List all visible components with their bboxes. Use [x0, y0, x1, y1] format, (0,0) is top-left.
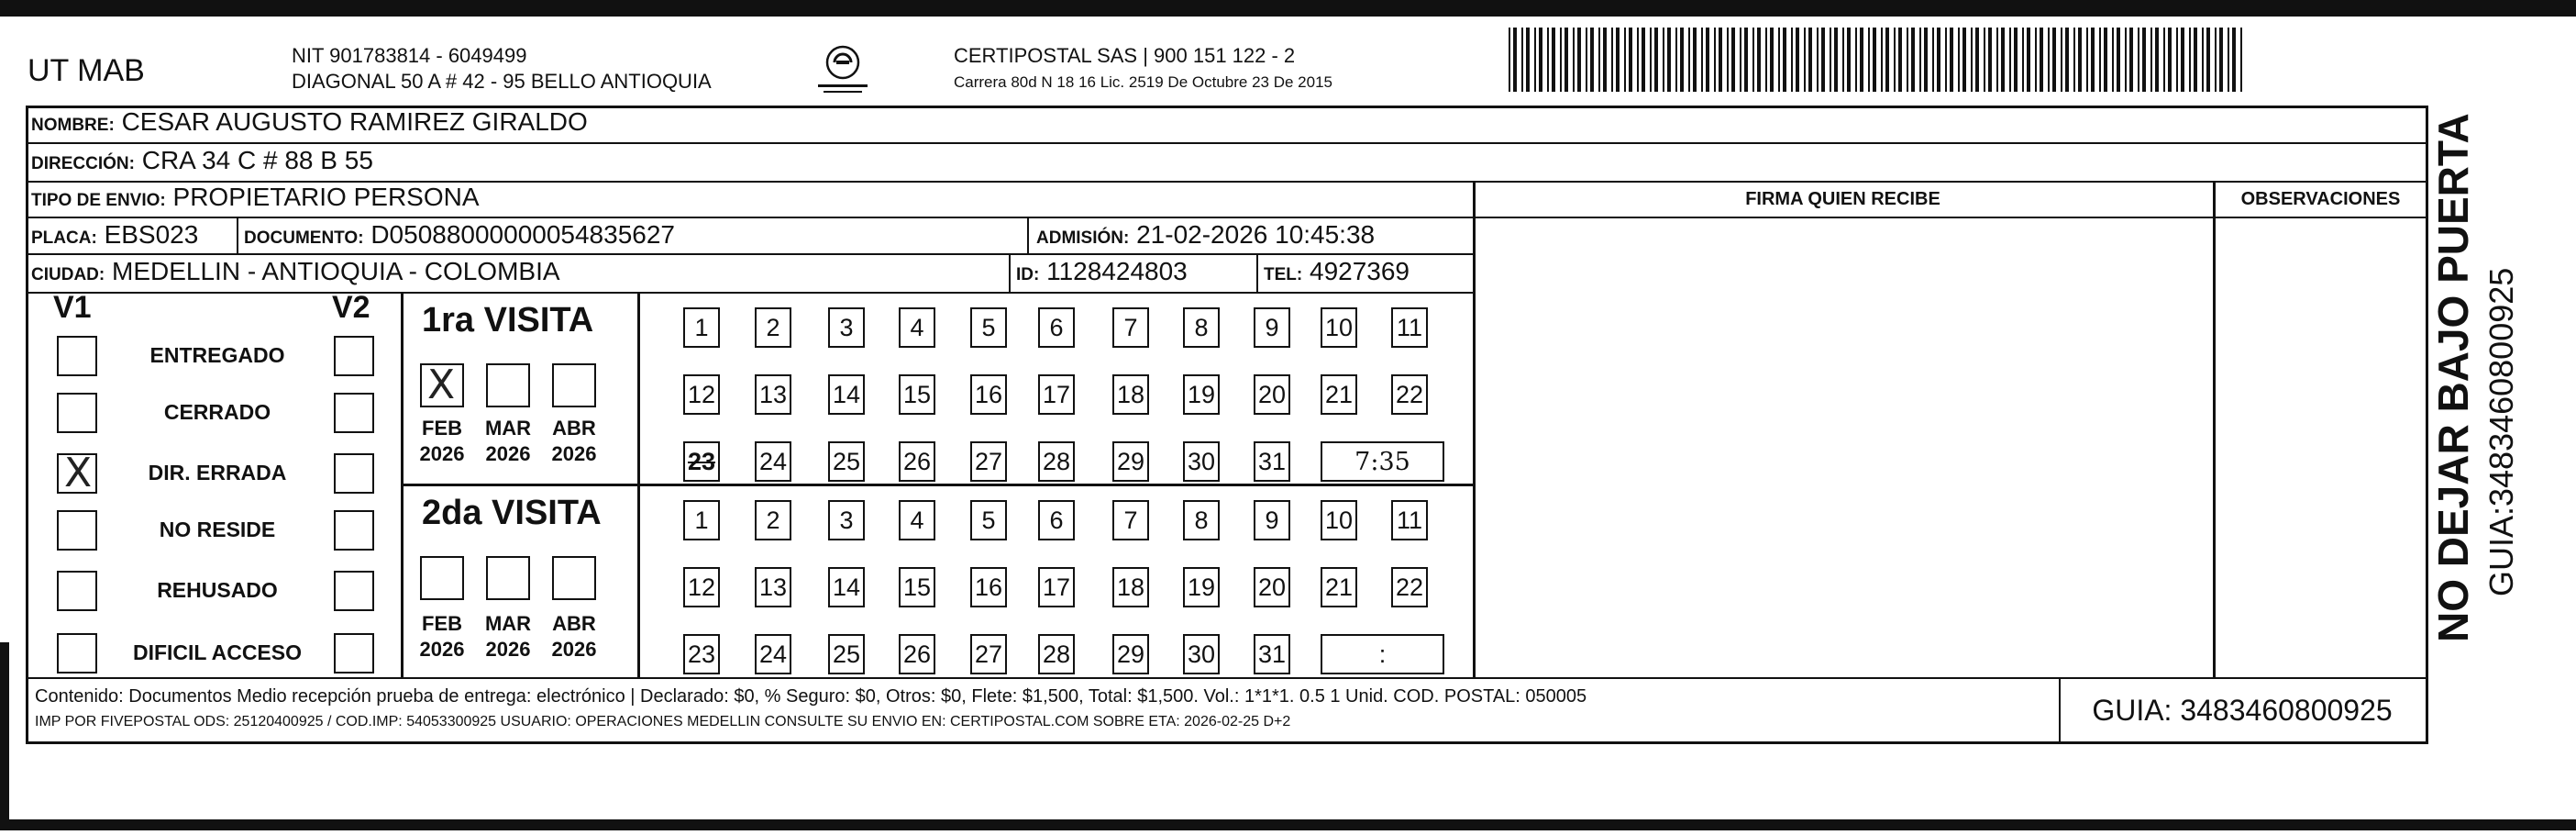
- v2-checkbox[interactable]: [334, 336, 374, 376]
- visit1-day-box[interactable]: 25: [828, 441, 865, 482]
- visit2-day-box[interactable]: 14: [828, 567, 865, 607]
- left-border-bar: [0, 642, 9, 826]
- status-option-label: DIFICIL ACCESO: [132, 640, 302, 664]
- visit2-day-box[interactable]: 15: [899, 567, 935, 607]
- visit2-month-label: FEB 2026: [419, 612, 465, 661]
- visit1-month-checkbox[interactable]: X: [420, 363, 464, 407]
- tel-divider: [1256, 253, 1258, 292]
- visit2-time-box[interactable]: :: [1321, 634, 1444, 674]
- type-row: [31, 183, 480, 212]
- visit2-month-checkbox[interactable]: [486, 556, 530, 600]
- side-warning: NO DEJAR BAJO PUERTA: [2429, 113, 2477, 642]
- visit1-day-box[interactable]: 17: [1038, 374, 1075, 415]
- name-label: NOMBRE:: [31, 116, 115, 135]
- visit2-day-box[interactable]: 11: [1391, 500, 1428, 540]
- id-row: [1016, 257, 1188, 286]
- sender-address: DIAGONAL 50 A # 42 - 95 BELLO ANTIOQUIA: [292, 70, 712, 93]
- v1-checkbox[interactable]: X: [57, 453, 97, 494]
- type-label: TIPO DE ENVIO:: [31, 191, 166, 210]
- city-row: [31, 257, 560, 286]
- sender-nit: NIT 901783814 - 6049499: [292, 44, 527, 67]
- visit1-day-box[interactable]: 15: [899, 374, 935, 415]
- visit2-day-box[interactable]: 13: [755, 567, 791, 607]
- visit1-month-label: MAR 2026: [484, 417, 532, 465]
- visit1-day-box[interactable]: 27: [970, 441, 1007, 482]
- visit2-day-box[interactable]: 23: [683, 634, 720, 674]
- certipostal-logo-icon: [814, 42, 871, 99]
- barcode: [1509, 28, 2247, 92]
- visit2-day-box[interactable]: 5: [970, 500, 1007, 540]
- status-option-label: NO RESIDE: [159, 518, 276, 541]
- admission-label: ADMISIÓN:: [1036, 228, 1130, 248]
- visit2-day-box[interactable]: 10: [1321, 500, 1357, 540]
- document-value: D05088000000054835627: [370, 220, 675, 249]
- visit2-day-box[interactable]: 31: [1254, 634, 1290, 674]
- shipment-type: PROPIETARIO PERSONA: [172, 183, 480, 211]
- admission-divider: [1027, 217, 1029, 253]
- visit2-month-label: ABR 2026: [551, 612, 597, 661]
- visit1-day-box[interactable]: 6: [1038, 307, 1075, 348]
- signature-header: FIRMA QUIEN RECIBE: [1745, 189, 1940, 209]
- plate-value: EBS023: [104, 220, 199, 249]
- carrier-address: Carrera 80d N 18 16 Lic. 2519 De Octubre 23 De 2015: [954, 73, 1332, 91]
- carrier-name: CERTIPOSTAL SAS | 900 151 122 - 2: [954, 44, 1296, 67]
- visit1-day-box[interactable]: 12: [683, 374, 720, 415]
- frame-left-line: [26, 106, 28, 743]
- row-line-1: [26, 142, 2428, 144]
- address-label: DIRECCIÓN:: [31, 154, 135, 173]
- visit2-day-box[interactable]: 2: [755, 500, 791, 540]
- status-option-label: DIR. ERRADA: [148, 461, 287, 484]
- visit1-month-label: FEB 2026: [419, 417, 465, 465]
- v1-checkbox[interactable]: [57, 336, 97, 376]
- visit1-day-box[interactable]: 14: [828, 374, 865, 415]
- v2-checkbox[interactable]: [334, 453, 374, 494]
- visit1-day-box[interactable]: 3: [828, 307, 865, 348]
- visit2-day-box[interactable]: 6: [1038, 500, 1075, 540]
- visit1-month-label: ABR 2026: [551, 417, 597, 465]
- visit1-day-box[interactable]: 11: [1391, 307, 1428, 348]
- recipient-name: CESAR AUGUSTO RAMIREZ GIRALDO: [121, 107, 588, 136]
- visit2-day-box[interactable]: 12: [683, 567, 720, 607]
- visit2-day-box[interactable]: 24: [755, 634, 791, 674]
- visit2-day-box[interactable]: 18: [1112, 567, 1149, 607]
- visit2-day-box[interactable]: 21: [1321, 567, 1357, 607]
- visit1-day-box[interactable]: 4: [899, 307, 935, 348]
- visit2-month-checkbox[interactable]: [420, 556, 464, 600]
- recipient-address: CRA 34 C # 88 B 55: [141, 146, 373, 174]
- v2-checkbox[interactable]: [334, 510, 374, 551]
- id-value: 1128424803: [1046, 257, 1188, 285]
- plate-row: [31, 220, 198, 250]
- visit1-day-box[interactable]: 2: [755, 307, 791, 348]
- visit2-day-box[interactable]: 22: [1391, 567, 1428, 607]
- visit1-day-box[interactable]: 13: [755, 374, 791, 415]
- top-border-bar: [0, 0, 2576, 17]
- status-option-label: CERRADO: [163, 400, 271, 424]
- visit2-day-box[interactable]: 20: [1254, 567, 1290, 607]
- plate-divider: [237, 217, 238, 253]
- signature-area[interactable]: [1476, 219, 2213, 677]
- id-divider: [1009, 253, 1011, 292]
- visit2-day-box[interactable]: 26: [899, 634, 935, 674]
- v2-checkbox[interactable]: [334, 571, 374, 611]
- visit1-day-box[interactable]: 7: [1112, 307, 1149, 348]
- visit1-day-box[interactable]: 31: [1254, 441, 1290, 482]
- name-row: [31, 107, 588, 137]
- visit1-day-box[interactable]: 16: [970, 374, 1007, 415]
- row-line-3: [26, 217, 2428, 218]
- v1-checkbox[interactable]: [57, 571, 97, 611]
- city-label: CIUDAD:: [31, 265, 105, 284]
- visit2-day-box[interactable]: 19: [1183, 567, 1220, 607]
- visit1-day-box[interactable]: 23: [683, 441, 720, 482]
- document-row: [244, 220, 675, 250]
- frame-bottom-line: [26, 741, 2428, 744]
- visit1-day-box[interactable]: 10: [1321, 307, 1357, 348]
- city-value: MEDELLIN - ANTIOQUIA - COLOMBIA: [112, 257, 560, 285]
- visit2-day-box[interactable]: 25: [828, 634, 865, 674]
- v1-checkbox[interactable]: [57, 633, 97, 674]
- visit1-title: 1ra VISITA: [422, 301, 594, 340]
- plate-label: PLACA:: [31, 228, 97, 248]
- visit1-month-checkbox[interactable]: [486, 363, 530, 407]
- id-label: ID:: [1016, 265, 1040, 284]
- visit2-day-box[interactable]: 30: [1183, 634, 1220, 674]
- visit2-day-box[interactable]: 4: [899, 500, 935, 540]
- visit1-day-box[interactable]: 21: [1321, 374, 1357, 415]
- v1-label: V1: [53, 290, 92, 325]
- document-label: DOCUMENTO:: [244, 228, 364, 248]
- visit1-day-box[interactable]: 19: [1183, 374, 1220, 415]
- visit2-day-box[interactable]: 27: [970, 634, 1007, 674]
- visit1-day-box[interactable]: 29: [1112, 441, 1149, 482]
- visit2-day-box[interactable]: 7: [1112, 500, 1149, 540]
- footer-content-line: Contenido: Documentos Medio recepción prueba de entrega: electrónico | Declarado: $0, % Seguro: $0, Otros: $0, Flete: $1,500, Total: $1,500. Vol.: 1*1*1. 0.5 1 Unid. COD. POSTAL: 050005: [35, 686, 1587, 707]
- status-option-label: ENTREGADO: [149, 343, 285, 367]
- tel-row: [1264, 257, 1410, 286]
- admission-row: [1036, 220, 1375, 250]
- visit1-day-box[interactable]: 20: [1254, 374, 1290, 415]
- observations-header: OBSERVACIONES: [2240, 189, 2401, 209]
- visit1-day-box[interactable]: 30: [1183, 441, 1220, 482]
- visit2-day-box[interactable]: 3: [828, 500, 865, 540]
- visit1-day-box[interactable]: 1: [683, 307, 720, 348]
- visit1-day-box[interactable]: 26: [899, 441, 935, 482]
- visit1-day-box[interactable]: 28: [1038, 441, 1075, 482]
- visit2-day-box[interactable]: 8: [1183, 500, 1220, 540]
- sender-name: UT MAB: [28, 53, 145, 88]
- row-line-footer: [26, 677, 2428, 679]
- v1-checkbox[interactable]: [57, 510, 97, 551]
- footer-guia: GUIA: 3483460800925: [2092, 694, 2393, 727]
- visit1-day-box[interactable]: 9: [1254, 307, 1290, 348]
- footer-print-line: IMP POR FIVEPOSTAL ODS: 25120400925 / COD.IMP: 54053300925 USUARIO: OPERACIONES MEDELLIN CONSULTE SU ENVIO EN: CERTIPOSTAL.COM SOBRE ETA: 2026-02-25 D+2: [35, 714, 1291, 729]
- visit2-day-box[interactable]: 1: [683, 500, 720, 540]
- visit2-day-box[interactable]: 28: [1038, 634, 1075, 674]
- v2-checkbox[interactable]: [334, 393, 374, 433]
- admission-value: 21-02-2026 10:45:38: [1136, 220, 1376, 249]
- visit2-day-box[interactable]: 29: [1112, 634, 1149, 674]
- v1-checkbox[interactable]: [57, 393, 97, 433]
- address-row: [31, 146, 373, 175]
- visit2-month-checkbox[interactable]: [552, 556, 596, 600]
- side-guia: GUIA:3483460800925: [2482, 267, 2520, 596]
- bottom-border-bar: [0, 819, 2576, 830]
- tel-value: 4927369: [1310, 257, 1410, 285]
- visit2-day-box[interactable]: 16: [970, 567, 1007, 607]
- visit2-month-label: MAR 2026: [484, 612, 532, 661]
- visit1-time-box[interactable]: 7:35: [1321, 441, 1444, 482]
- status-option-label: REHUSADO: [157, 578, 278, 602]
- visit1-month-checkbox[interactable]: [552, 363, 596, 407]
- visit2-day-box[interactable]: 17: [1038, 567, 1075, 607]
- observations-area[interactable]: [2216, 219, 2426, 677]
- visit1-day-box[interactable]: 8: [1183, 307, 1220, 348]
- visit2-day-box[interactable]: 9: [1254, 500, 1290, 540]
- visit1-day-box[interactable]: 5: [970, 307, 1007, 348]
- row-line-5: [26, 292, 1475, 294]
- v2-label: V2: [332, 290, 370, 325]
- v2-checkbox[interactable]: [334, 633, 374, 674]
- visit-divider-line: [401, 484, 1476, 486]
- visit2-title: 2da VISITA: [422, 494, 602, 532]
- visit1-day-box[interactable]: 18: [1112, 374, 1149, 415]
- tel-label: TEL:: [1264, 265, 1303, 284]
- visit1-day-box[interactable]: 22: [1391, 374, 1428, 415]
- visit1-day-box[interactable]: 24: [755, 441, 791, 482]
